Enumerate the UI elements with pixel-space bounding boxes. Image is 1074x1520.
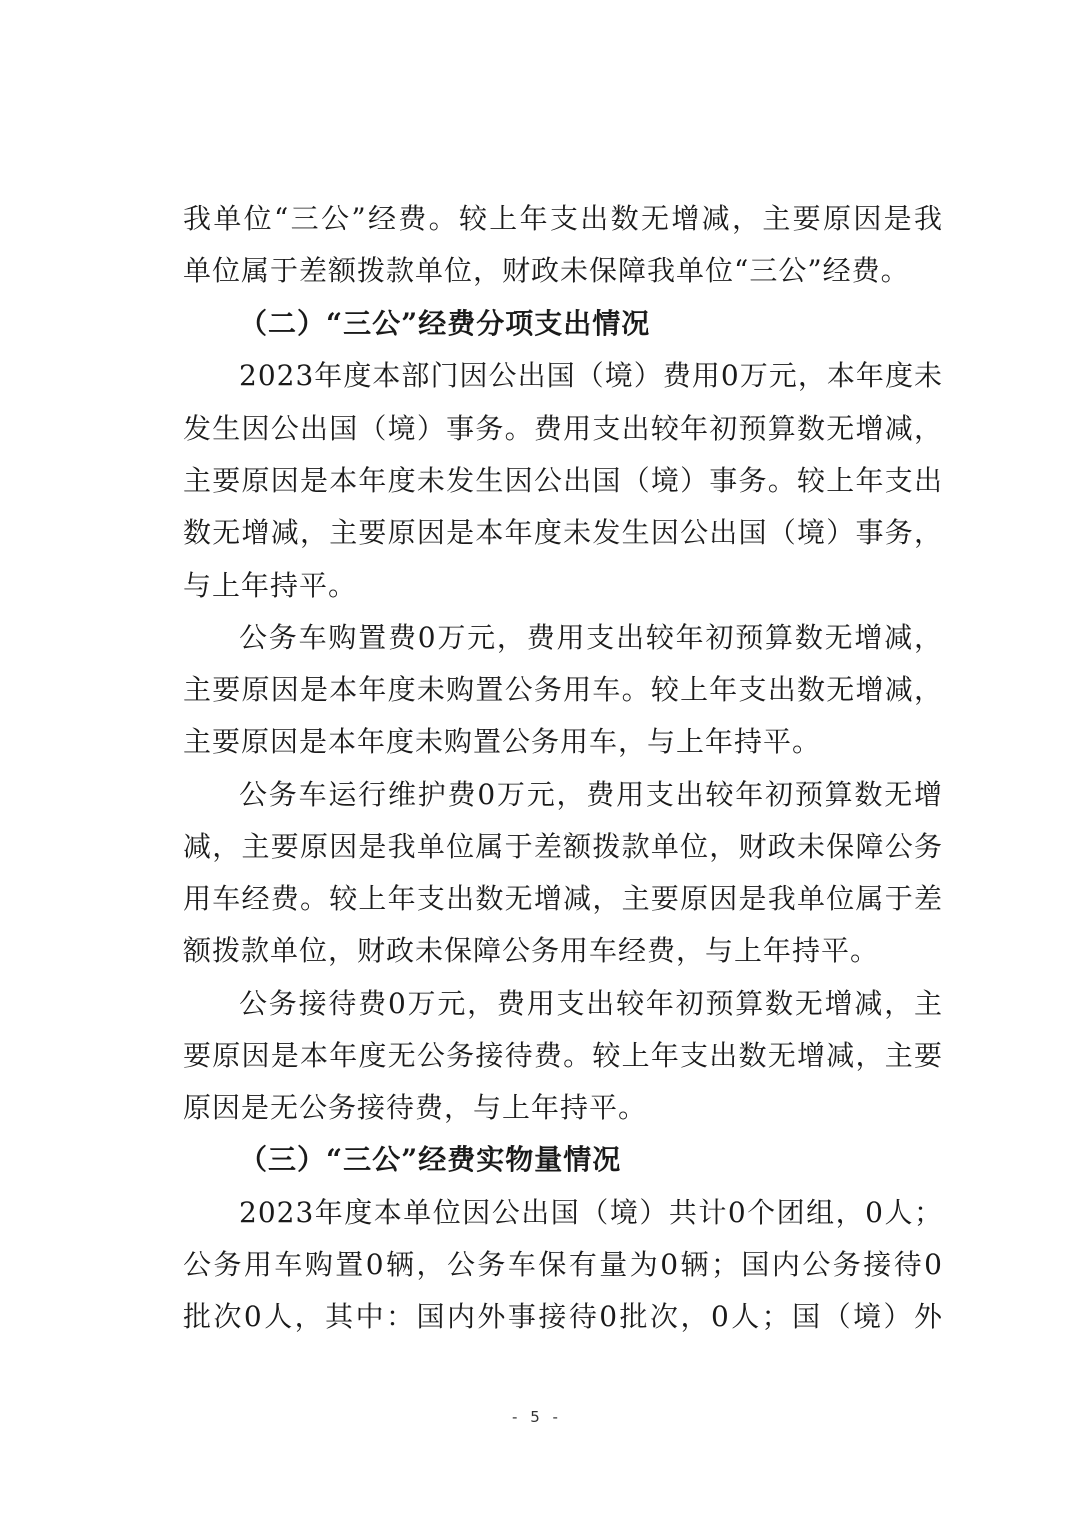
body-text-line: 2023年度本单位因公出国（境）共计0个团组，0人； [239, 1196, 943, 1229]
body-text-line: 公务接待费0万元，费用支出较年初预算数无增减，主 [239, 987, 943, 1020]
body-text-line: 用车经费。较上年支出数无增减，主要原因是我单位属于差 [183, 882, 943, 915]
section-heading-2: （二）“三公”经费分项支出情况 [239, 307, 651, 340]
body-text-line: 原因是无公务接待费，与上年持平。 [183, 1091, 648, 1124]
section-heading-3: （三）“三公”经费实物量情况 [239, 1143, 622, 1176]
page-number: - 5 - [512, 1408, 562, 1426]
body-text-line: 与上年持平。 [183, 569, 358, 602]
body-text-line: 我单位“三公”经费。较上年支出数无增减，主要原因是我 [183, 202, 943, 235]
body-text-line: 额拨款单位，财政未保障公务用车经费，与上年持平。 [183, 934, 880, 967]
body-text-line: 主要原因是本年度未购置公务用车，与上年持平。 [183, 725, 822, 758]
body-text-line: 公务用车购置0辆，公务车保有量为0辆；国内公务接待0 [183, 1248, 943, 1281]
body-text-line: 减，主要原因是我单位属于差额拨款单位，财政未保障公务 [183, 830, 943, 863]
body-text-line: 要原因是本年度无公务接待费。较上年支出数无增减，主要 [183, 1039, 943, 1072]
body-text-line: 2023年度本部门因公出国（境）费用0万元，本年度未 [239, 359, 943, 392]
body-text-line: 单位属于差额拨款单位，财政未保障我单位“三公”经费。 [183, 254, 910, 287]
body-text-line: 数无增减，主要原因是本年度未发生因公出国（境）事务， [183, 516, 943, 549]
body-text-line: 发生因公出国（境）事务。费用支出较年初预算数无增减， [183, 412, 943, 445]
body-text-line: 主要原因是本年度未购置公务用车。较上年支出数无增减， [183, 673, 943, 706]
body-text-line: 主要原因是本年度未发生因公出国（境）事务。较上年支出 [183, 464, 943, 497]
body-text-line: 公务车购置费0万元，费用支出较年初预算数无增减， [239, 621, 943, 654]
body-text-line: 批次0人，其中：国内外事接待0批次，0人；国（境）外 [183, 1300, 943, 1333]
body-text-line: 公务车运行维护费0万元，费用支出较年初预算数无增 [239, 778, 943, 811]
